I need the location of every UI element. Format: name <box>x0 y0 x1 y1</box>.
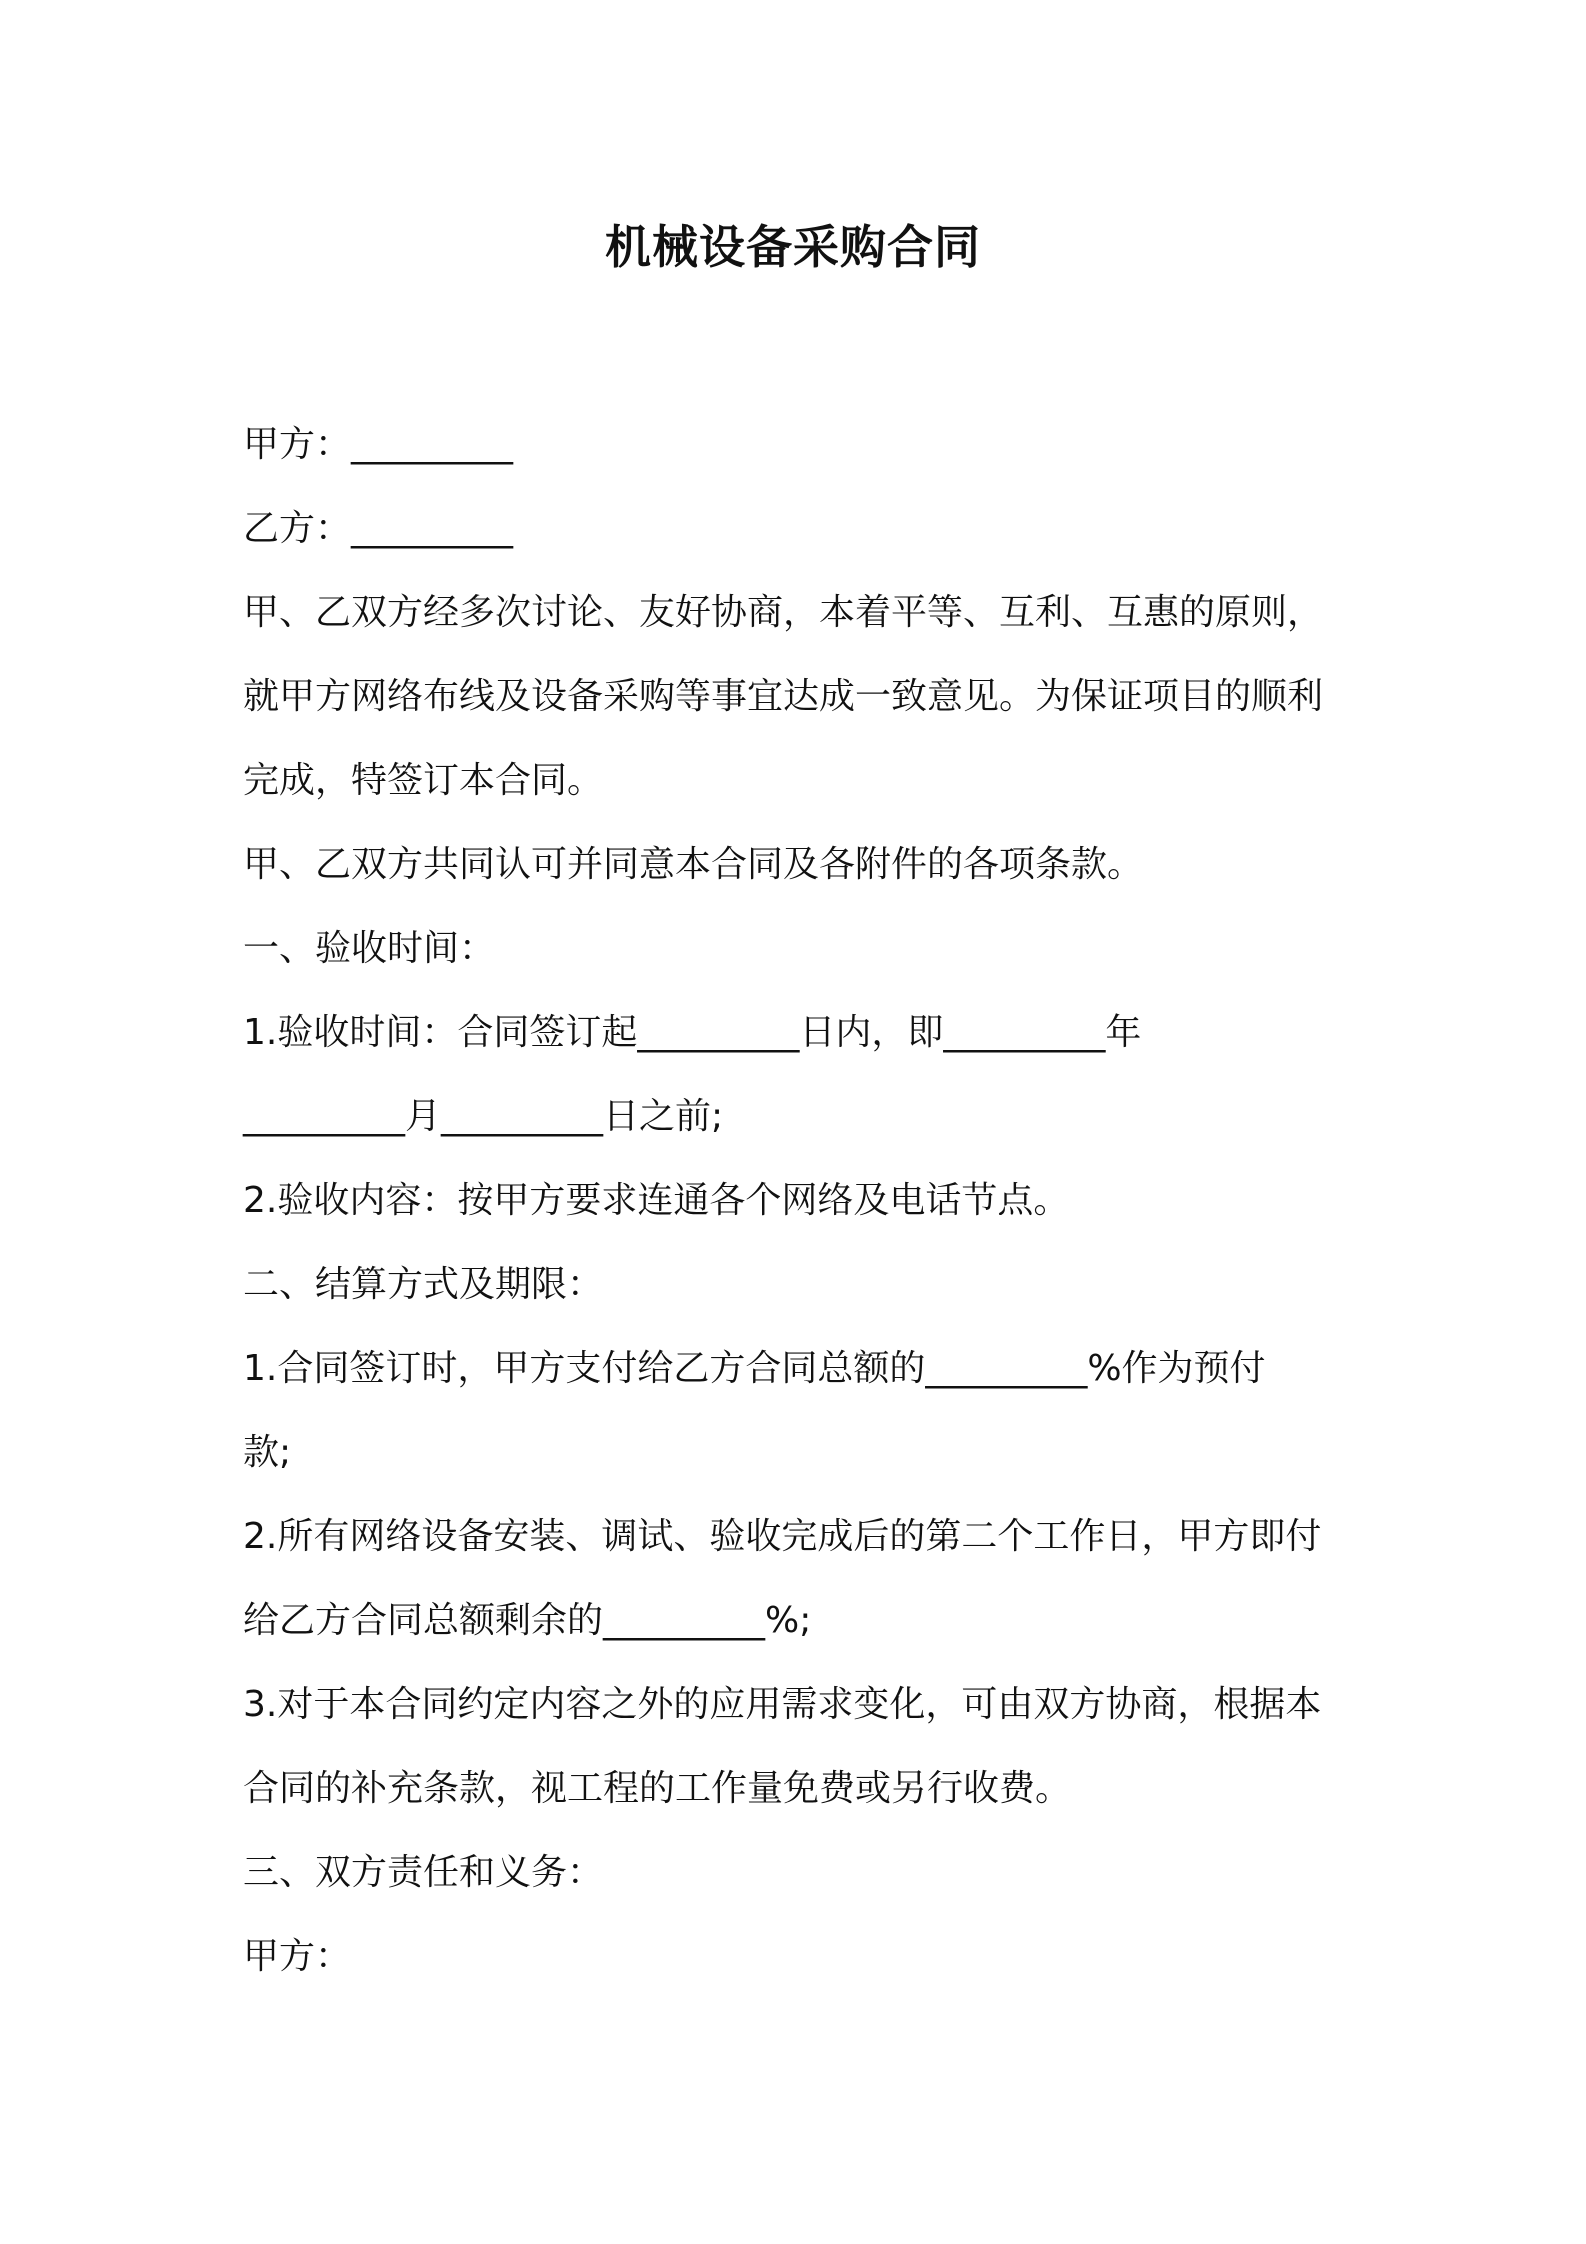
settlement-clause-3-line-2: 合同的补充条款，视工程的工作量免费或另行收费。 <box>243 1768 1072 1809</box>
section-heading-responsibilities: 三、双方责任和义务： <box>243 1852 604 1893</box>
party-a-responsibilities-label: 甲方： <box>243 1936 352 1977</box>
settlement-clause-2-line-2: 给乙方合同总额剩余的_________%; <box>243 1600 812 1641</box>
settlement-clause-3-line-1: 3.对于本合同约定内容之外的应用需求变化，可由双方协商，根据本 <box>243 1684 1322 1725</box>
settlement-clause-1-line-2: 款; <box>243 1432 292 1473</box>
settlement-clause-2-line-1: 2.所有网络设备安装、调试、验收完成后的第二个工作日，甲方即付 <box>243 1516 1322 1557</box>
preamble-line-2: 就甲方网络布线及设备采购等事宜达成一致意见。为保证项目的顺利 <box>243 676 1324 717</box>
acceptance-time-clause-line-1: 1.验收时间：合同签订起_________日内，即_________年 <box>243 1012 1142 1053</box>
section-heading-settlement: 二、结算方式及期限： <box>243 1264 604 1305</box>
preamble-line-3: 完成，特签订本合同。 <box>243 760 604 801</box>
party-b-line: 乙方：_________ <box>243 508 514 549</box>
acceptance-time-clause-line-2: _________月_________日之前; <box>243 1096 724 1137</box>
settlement-clause-1-line-1: 1.合同签订时，甲方支付给乙方合同总额的_________%作为预付 <box>243 1348 1266 1389</box>
section-heading-acceptance-time: 一、验收时间： <box>243 928 496 969</box>
document-title: 机械设备采购合同 <box>605 220 981 274</box>
document-body <box>243 403 1353 1999</box>
preamble-line-1: 甲、乙双方经多次讨论、友好协商，本着平等、互利、互惠的原则， <box>243 592 1324 633</box>
acceptance-content-clause: 2.验收内容：按甲方要求连通各个网络及电话节点。 <box>243 1180 1070 1221</box>
agreement-statement: 甲、乙双方共同认可并同意本合同及各附件的各项条款。 <box>243 844 1144 885</box>
party-a-line: 甲方：_________ <box>243 424 514 465</box>
